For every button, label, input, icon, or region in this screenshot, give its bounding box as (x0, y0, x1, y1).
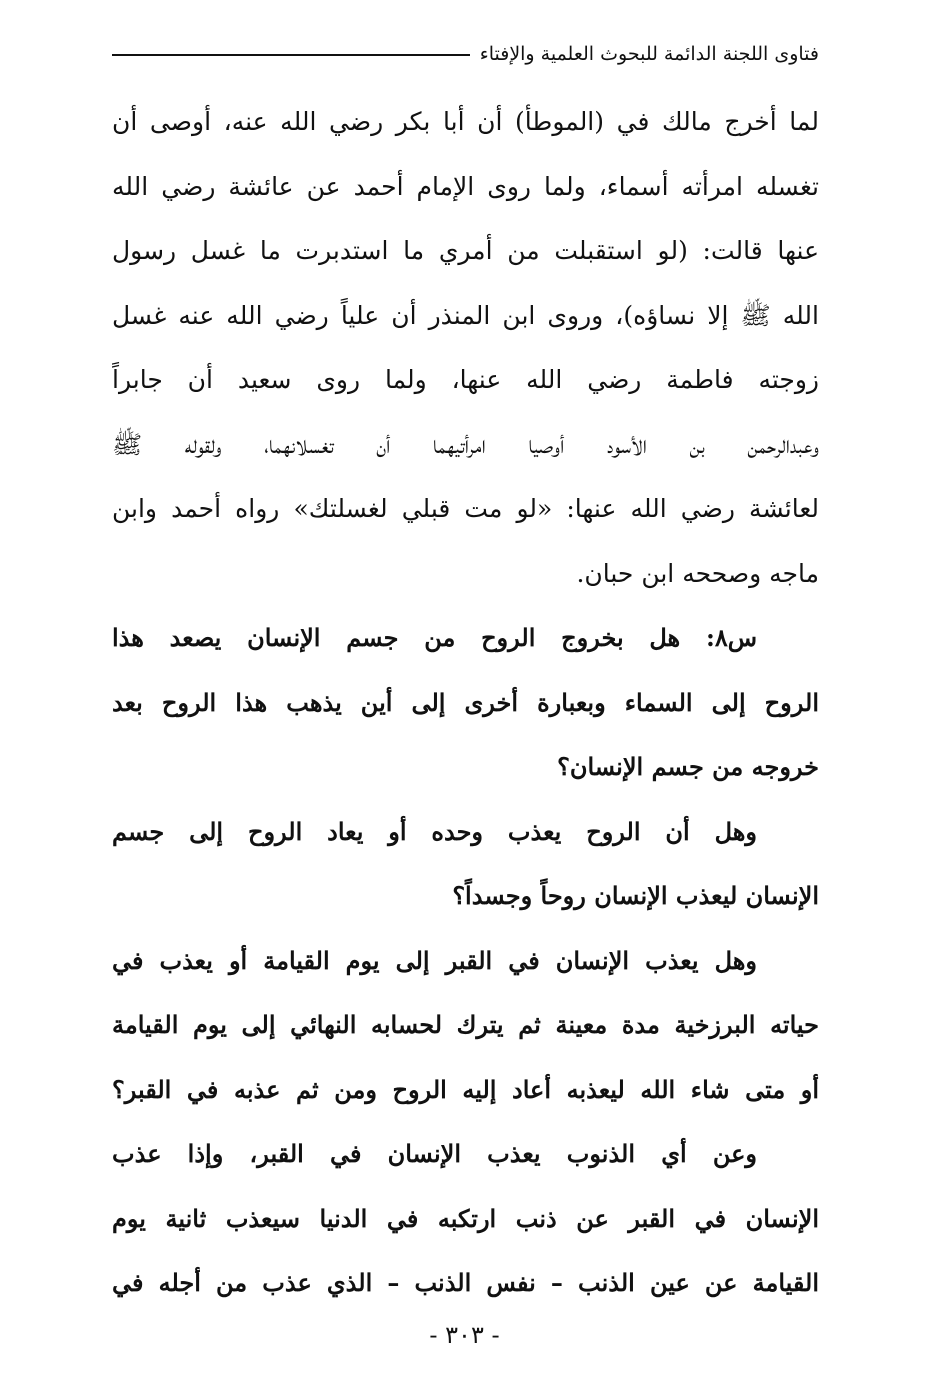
text-line: زوجته فاطمة رضي الله عنها، ولما روى سعيد أن جابراً (112, 365, 819, 394)
question-line: أو متى شاء الله ليعذبه أعاد إليه الروح ومن ثم عذبه في القبر؟ (112, 1074, 819, 1104)
question-paragraph-1 (112, 606, 819, 800)
text-line: ماجه وصححه ابن حبان. (576, 558, 819, 588)
text-line: الله ﷺ إلا نساؤه)، وروى ابن المنذر أن علياً رضي الله عنه غسل (112, 300, 819, 330)
header-title: فتاوى اللجنة الدائمة للبحوث العلمية والإفتاء (479, 43, 819, 65)
text-line: لعائشة رضي الله عنها: «لو مت قبلي لغسلتك» رواه أحمد وابن (112, 494, 819, 523)
page-number: - ٣٠٣ - (429, 1321, 500, 1349)
question-line: الإنسان ليعذب الإنسان روحاً وجسداً؟ (452, 881, 819, 910)
answer-paragraph (112, 90, 819, 606)
question-paragraph-2 (112, 800, 819, 929)
header-rule (112, 54, 470, 56)
text-line: تغسله امرأته أسماء، ولما روى الإمام أحمد عن عائشة رضي الله (112, 171, 819, 201)
question-line: خروجه من جسم الإنسان؟ (557, 752, 819, 781)
running-header (112, 34, 819, 74)
question-line: س٨: هل بخروج الروح من جسم الإنسان يصعد هذا (112, 623, 757, 652)
question-line: وهل أن الروح يعذب وحده أو يعاد الروح إلى جسم (112, 816, 757, 846)
question-line: وعن أي الذنوب يعذب الإنسان في القبر، وإذا عذب (112, 1139, 757, 1168)
question-paragraph-3 (112, 929, 819, 1123)
text-line: وعبدالرحمن بن الأسود أوصيا امرأتيهما أن تغسلانهما، ولقوله ﷺ (112, 429, 819, 459)
page-body (112, 90, 819, 1316)
text-line: عنها قالت: (لو استقبلت من أمري ما استدبرت ما غسل رسول (112, 236, 819, 265)
question-line: حياته البرزخية مدة معينة ثم يترك لحسابه النهائي إلى يوم القيامة (112, 1010, 819, 1039)
text-line: لما أخرج مالك في (الموطأ) أن أبا بكر رضي الله عنه، أوصى أن (112, 107, 819, 136)
question-line: وهل يعذب الإنسان في القبر إلى يوم القيامة أو يعذب في (112, 945, 757, 975)
question-paragraph-4 (112, 1122, 819, 1316)
question-line: الإنسان في القبر عن ذنب ارتكبه في الدنيا سيعذب ثانية يوم (112, 1203, 819, 1233)
question-line: القيامة عن عين الذنب – نفس الذنب – الذي عذب من أجله في (112, 1268, 819, 1297)
question-line: الروح إلى السماء وبعبارة أخرى إلى أين يذهب هذا الروح بعد (112, 687, 819, 717)
